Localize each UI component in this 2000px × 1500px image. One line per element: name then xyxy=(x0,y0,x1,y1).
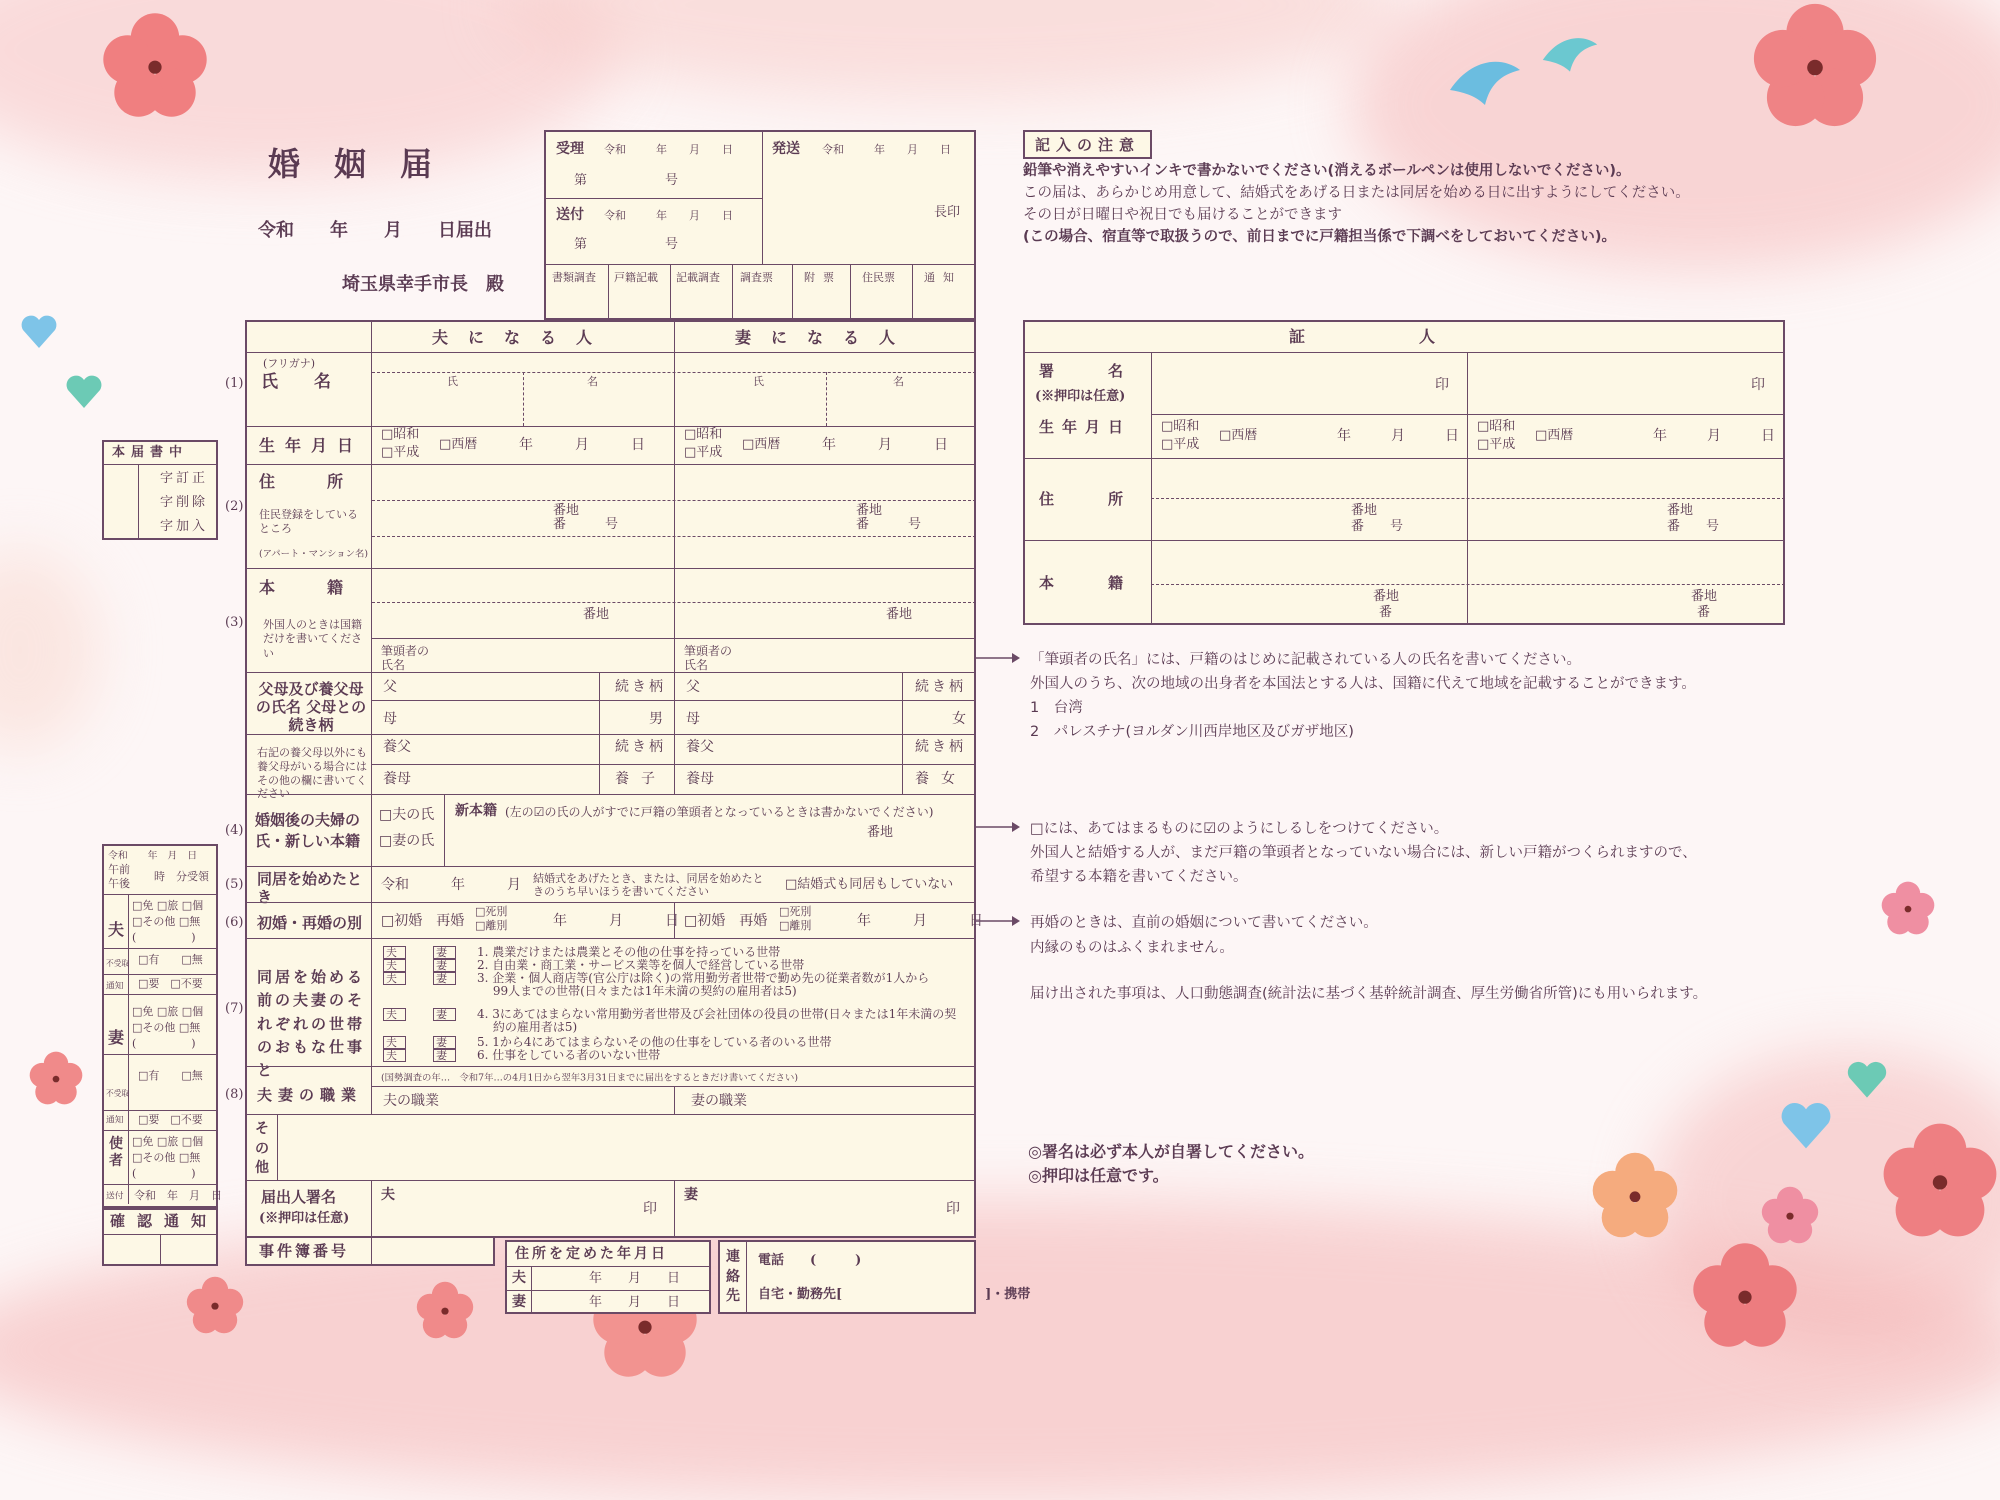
new-honseki-field[interactable] xyxy=(447,822,857,862)
side-box: 本届書中 字訂正 字削除 字加入 xyxy=(102,440,218,540)
messenger-id-checkbox[interactable]: □免 □旅 □個 xyxy=(132,1135,204,1148)
heart-icon xyxy=(62,372,106,412)
wife-name-field[interactable] xyxy=(676,380,976,424)
husband-job-checkbox[interactable]: 夫 xyxy=(383,959,406,972)
husband-divorce-checkbox[interactable]: □離別 xyxy=(475,919,508,932)
cohabit-date-field[interactable]: 令和 年 月 xyxy=(381,877,521,893)
wife-divorce-checkbox[interactable]: □離別 xyxy=(779,919,812,932)
witness2-seireki-checkbox[interactable]: □西暦 xyxy=(1535,428,1574,443)
receipt-number[interactable]: 第 号 xyxy=(574,173,679,188)
notes-stats: 届け出された事項は、人口動態調査(統計法に基づく基幹統計調査、厚生労働省所管)にも用いられます。 xyxy=(1030,986,1708,1002)
date-line[interactable]: 令和 年 月 日届出 xyxy=(258,220,492,241)
main-form: 夫になる人 妻になる人 (1) (フリガナ) 氏名 氏 名 氏 名 生年月日 □昭和 □平成 □西暦 年 月 日 □昭和 □平成 □西暦 年 月 日 (2) 住所 住民登録をしているところ (アパート・マンション名) 番地 番 号 番地 番 号 (3) 本籍 外国人のときは国籍だけを書いてください 番地 番地 筆頭者の氏名 筆頭者の氏名 父母及び養父母の氏名 父母との続き柄 右記の養父母以外にも養父母がいる場合には その他の欄に書いてください 父 母 養父 養母 父 母 養父 養母 続き柄 男 続き柄 養子 続き柄 女 続き柄 養女 (4) 婚姻後の夫婦の氏・新しい本籍 □夫の氏 □妻の氏 新本籍 (左の☑の氏の人がすでに戸籍の筆頭者となっているときは書かないでください) 番地 (5) 同居を始めたとき 令和 年 月 結婚式をあげたとき、または、同居を始めたときのうち早いほうを書いてください □結婚式も同居もしていない (6) 初婚・再婚の別 □初婚 再婚 □死別 □離別 年 月 日 □初婚 再婚 □死別 □離別 年 月 日 (7) 同居を始める前の夫妻のそれぞれの世帯のおもな仕事と 夫 妻 夫 妻 夫 妻 夫 妻 夫 妻 夫 妻 1. 農業だけまたは農業とその他の仕事を持っている世帯 2. 自由業・商工業・サービス業等を個人で経営している世帯 3. 企業・個人商店等(官公庁は除く)の常用勤労者世帯で勤め先の従業者数が1人から 99人までの世帯(日々または1年未満の契約の雇用者は5) 4. 3にあてはまらない常用勤労者世帯及び会社団体の役員の世帯(日々または1年未満の契 約の雇用者は5) 5. 1から4にあてはまらないその他の仕事をしている者のいる世帯 6. 仕事をしている者のいない世帯 (8) 夫妻の職業 (国勢調査の年… 令和7年…の4月1日から翌年3月31日までに届出をするときだけ書いてください) 夫の職業 妻の職業 その他 届出人署名 (※押印は任意) 夫 印 妻 印 xyxy=(245,320,976,1238)
wife-id-checkbox[interactable]: □免 □旅 □個 xyxy=(132,1005,204,1018)
wife-job-checkbox[interactable]: 妻 xyxy=(433,1049,456,1062)
husband-residence-date[interactable]: 年 月 日 xyxy=(589,1271,681,1286)
wife-heisei-checkbox[interactable]: □平成 xyxy=(684,445,723,460)
chief-seal: 長印 xyxy=(934,205,961,220)
heart-icon xyxy=(1845,1058,1889,1102)
messenger-other-id-checkbox[interactable]: □その他 □無 xyxy=(132,1151,201,1164)
husband-death-checkbox[interactable]: □死別 xyxy=(475,905,508,918)
cherry-blossom-icon xyxy=(1880,1120,2000,1240)
heart-icon xyxy=(18,312,60,352)
husband-surname-checkbox[interactable]: □夫の氏 xyxy=(379,807,435,823)
wife-header: 妻になる人 xyxy=(735,328,916,347)
witness1-seireki-checkbox[interactable]: □西暦 xyxy=(1219,428,1258,443)
witness1-heisei-checkbox[interactable]: □平成 xyxy=(1161,437,1200,452)
confirm-field[interactable] xyxy=(104,1236,158,1266)
witness-box: 証 人 署 名 (※押印は任意) 印 印 生年月日 □昭和 □平成 □西暦 年 月 日 □昭和 □平成 □西暦 年 月 日 住 所 番地 番 号 番地 番 号 本 籍 番地 番 番地 番 xyxy=(1023,320,1785,625)
wife-job-checkbox[interactable]: 妻 xyxy=(433,1036,456,1049)
husband-address-field[interactable] xyxy=(373,466,673,566)
phone-field[interactable]: 電話 ( ) xyxy=(758,1253,862,1268)
cherry-blossom-icon xyxy=(415,1280,475,1340)
witness2-birth-date[interactable]: 年 月 日 xyxy=(1653,428,1779,444)
husband-job-checkbox[interactable]: 夫 xyxy=(383,1008,406,1021)
cherry-blossom-icon xyxy=(1880,880,1936,936)
husband-showa-checkbox[interactable]: □昭和 xyxy=(381,427,420,442)
wife-signature-field[interactable] xyxy=(700,1188,940,1234)
husband-remarriage-date[interactable]: 年 月 日 xyxy=(553,913,679,929)
notes-heading: 記入の注意 xyxy=(1023,130,1152,159)
notes-hittosha: 「筆頭者の氏名」には、戸籍のはじめに記載されている人の氏名を書いてください。 外国人のうち、次の地域の出身者を本国法とする人は、国籍に代えて地域を記載することができます。 1 台湾 2 パレスチナ(ヨルダン川西岸地区及びガザ地区) xyxy=(1030,652,1696,740)
husband-job-checkbox[interactable]: 夫 xyxy=(383,1049,406,1062)
notes-check: □には、あてはまるものに☑のようにしるしをつけてください。 外国人と結婚する人が、まだ戸籍の筆頭者となっていない場合には、新しい戸籍がつくられますので、 希望する本籍を書いてください。 xyxy=(1030,821,1697,885)
wife-unreceived-checkbox[interactable]: □有 □無 xyxy=(138,1069,203,1082)
wife-job-checkbox[interactable]: 妻 xyxy=(433,959,456,972)
husband-header: 夫になる人 xyxy=(432,328,613,347)
bird-icon xyxy=(1535,25,1605,95)
witness1-birth-date[interactable]: 年 月 日 xyxy=(1337,428,1463,444)
arrow-icon xyxy=(976,913,1022,929)
work-phone-field[interactable]: 自宅・勤務先[ ]・携帯 xyxy=(758,1287,1031,1302)
case-number-field[interactable] xyxy=(373,1238,493,1266)
confirm-notice-box: 確認通知 xyxy=(102,1208,218,1266)
husband-heisei-checkbox[interactable]: □平成 xyxy=(381,445,420,460)
addressee: 埼玉県幸手市長 殿 xyxy=(342,274,504,295)
dispatch-label: 発送 xyxy=(772,141,800,157)
receipt-box: 受理 令和 年 月 日 第 号 送付 令和 年 月 日 第 号 発送 令和 年 月 日 長印 書類調査 戸籍記載 記載調査 調査票 附票 住民票 通知 xyxy=(544,130,976,320)
notice-field[interactable] xyxy=(162,1236,216,1266)
husband-birth-date[interactable]: 年 月 日 xyxy=(519,437,645,453)
witness2-heisei-checkbox[interactable]: □平成 xyxy=(1477,437,1516,452)
form-title: 婚姻届 xyxy=(268,145,467,183)
wife-honseki-field[interactable] xyxy=(676,570,976,666)
husband-occupation-field[interactable]: 夫の職業 xyxy=(383,1093,439,1109)
case-number-box: 事件簿番号 xyxy=(245,1236,495,1266)
admin-panel: 令和 年 月 日 午前 午後 時 分受領 夫 □免 □旅 □個 □その他 □無 ( ) 不受取 □有 □無 通知 □要 □不要 妻 □免 □旅 □個 □その他 □無 ( ) 不受取 □有 □無 通知 □要 □不要 使者 □免 □旅 □個 □その他 □無 ( ) 送付 令和 年 月 日 xyxy=(102,844,218,1208)
cherry-blossom-icon xyxy=(1750,0,1880,130)
witness2-signature-field[interactable] xyxy=(1471,356,1741,408)
cherry-blossom-icon xyxy=(1690,1240,1800,1350)
wife-job-checkbox[interactable]: 妻 xyxy=(433,972,456,985)
cherry-blossom-icon xyxy=(28,1050,84,1106)
receipt-date[interactable]: 年 月 日 xyxy=(656,143,733,156)
witness2-address-field[interactable] xyxy=(1471,462,1779,536)
sent-date[interactable]: 年 月 日 xyxy=(656,209,733,222)
wife-father-field[interactable] xyxy=(700,674,900,698)
notes-remarriage: 再婚のときは、直前の婚姻について書いてください。 内縁のものはふくまれません。 xyxy=(1030,915,1378,956)
witness2-showa-checkbox[interactable]: □昭和 xyxy=(1477,419,1516,434)
witness-title: 証 人 xyxy=(1289,327,1446,346)
receipt-label: 受理 xyxy=(556,141,584,157)
wife-seireki-checkbox[interactable]: □西暦 xyxy=(742,437,781,452)
notes-intro: 鉛筆や消えやすいインキで書かないでください(消えるボールペンは使用しないでください)。 この届は、あらかじめ用意して、結婚式をあげる日または同居を始める日に出すようにしてください。 その日が日曜日や祝日でも届けることができます (この場合、宿直等で取扱うので、前日までに戸籍担当係で下調べをしておいてください)。 xyxy=(1023,163,1690,245)
wife-birth-date[interactable]: 年 月 日 xyxy=(822,437,948,453)
wife-residence-date[interactable]: 年 月 日 xyxy=(589,1295,681,1310)
wife-job-checkbox[interactable]: 妻 xyxy=(433,1008,456,1021)
husband-job-checkbox[interactable]: 夫 xyxy=(383,972,406,985)
husband-honseki-field[interactable] xyxy=(373,570,673,666)
other-field[interactable] xyxy=(279,1116,975,1178)
witness1-showa-checkbox[interactable]: □昭和 xyxy=(1161,419,1200,434)
cherry-blossom-icon xyxy=(1760,1185,1820,1245)
no-ceremony-checkbox[interactable]: □結婚式も同居もしていない xyxy=(785,877,954,892)
heart-icon xyxy=(1778,1098,1834,1154)
witness1-address-field[interactable] xyxy=(1155,462,1463,536)
dispatch-date[interactable]: 年 月 日 xyxy=(874,143,951,156)
cherry-blossom-icon xyxy=(100,10,210,120)
witness2-honseki-field[interactable] xyxy=(1471,544,1779,622)
wife-surname-checkbox[interactable]: □妻の氏 xyxy=(379,833,435,849)
husband-signature-field[interactable] xyxy=(397,1188,637,1234)
husband-unreceived-checkbox[interactable]: □有 □無 xyxy=(138,953,203,966)
husband-seireki-checkbox[interactable]: □西暦 xyxy=(439,437,478,452)
sent-number[interactable]: 第 号 xyxy=(574,237,679,252)
wife-remarriage-date[interactable]: 年 月 日 xyxy=(857,913,983,929)
wife-job-checkbox[interactable]: 妻 xyxy=(433,946,456,959)
husband-father-field[interactable] xyxy=(397,674,597,698)
wife-address-field[interactable] xyxy=(676,466,976,566)
husband-id-checkbox[interactable]: □免 □旅 □個 xyxy=(132,899,204,912)
sent-label: 送付 xyxy=(556,207,584,223)
wife-first-marriage-checkbox[interactable]: □初婚 再婚 xyxy=(684,913,768,929)
sent-date-field[interactable]: 令和 年 月 日 xyxy=(134,1189,222,1202)
husband-name-field[interactable] xyxy=(373,380,673,424)
notes-signature: ◎署名は必ず本人が自署してください。 ◎押印は任意です。 xyxy=(1028,1142,1314,1185)
cherry-blossom-icon xyxy=(1590,1150,1680,1240)
witness1-honseki-field[interactable] xyxy=(1155,544,1463,622)
arrow-icon xyxy=(976,650,1022,666)
wife-notice-checkbox[interactable]: □要 □不要 xyxy=(138,1113,203,1126)
husband-first-marriage-checkbox[interactable]: □初婚 再婚 xyxy=(381,913,465,929)
husband-job-checkbox[interactable]: 夫 xyxy=(383,946,406,959)
husband-other-id-checkbox[interactable]: □その他 □無 xyxy=(132,915,201,928)
husband-job-checkbox[interactable]: 夫 xyxy=(383,1036,406,1049)
bird-icon xyxy=(1440,50,1530,130)
wife-occupation-field[interactable]: 妻の職業 xyxy=(691,1093,747,1109)
cherry-blossom-icon xyxy=(185,1275,245,1335)
contact-box: 連絡先 電話 ( ) 自宅・勤務先[ ]・携帯 xyxy=(718,1240,976,1314)
wife-death-checkbox[interactable]: □死別 xyxy=(779,905,812,918)
wife-showa-checkbox[interactable]: □昭和 xyxy=(684,427,723,442)
witness1-signature-field[interactable] xyxy=(1155,356,1425,408)
residence-date-box: 住所を定めた年月日 夫 妻 年 月 日 年 月 日 xyxy=(505,1240,711,1314)
husband-notice-checkbox[interactable]: □要 □不要 xyxy=(138,977,203,990)
arrow-icon xyxy=(976,819,1022,835)
wife-other-id-checkbox[interactable]: □その他 □無 xyxy=(132,1021,201,1034)
